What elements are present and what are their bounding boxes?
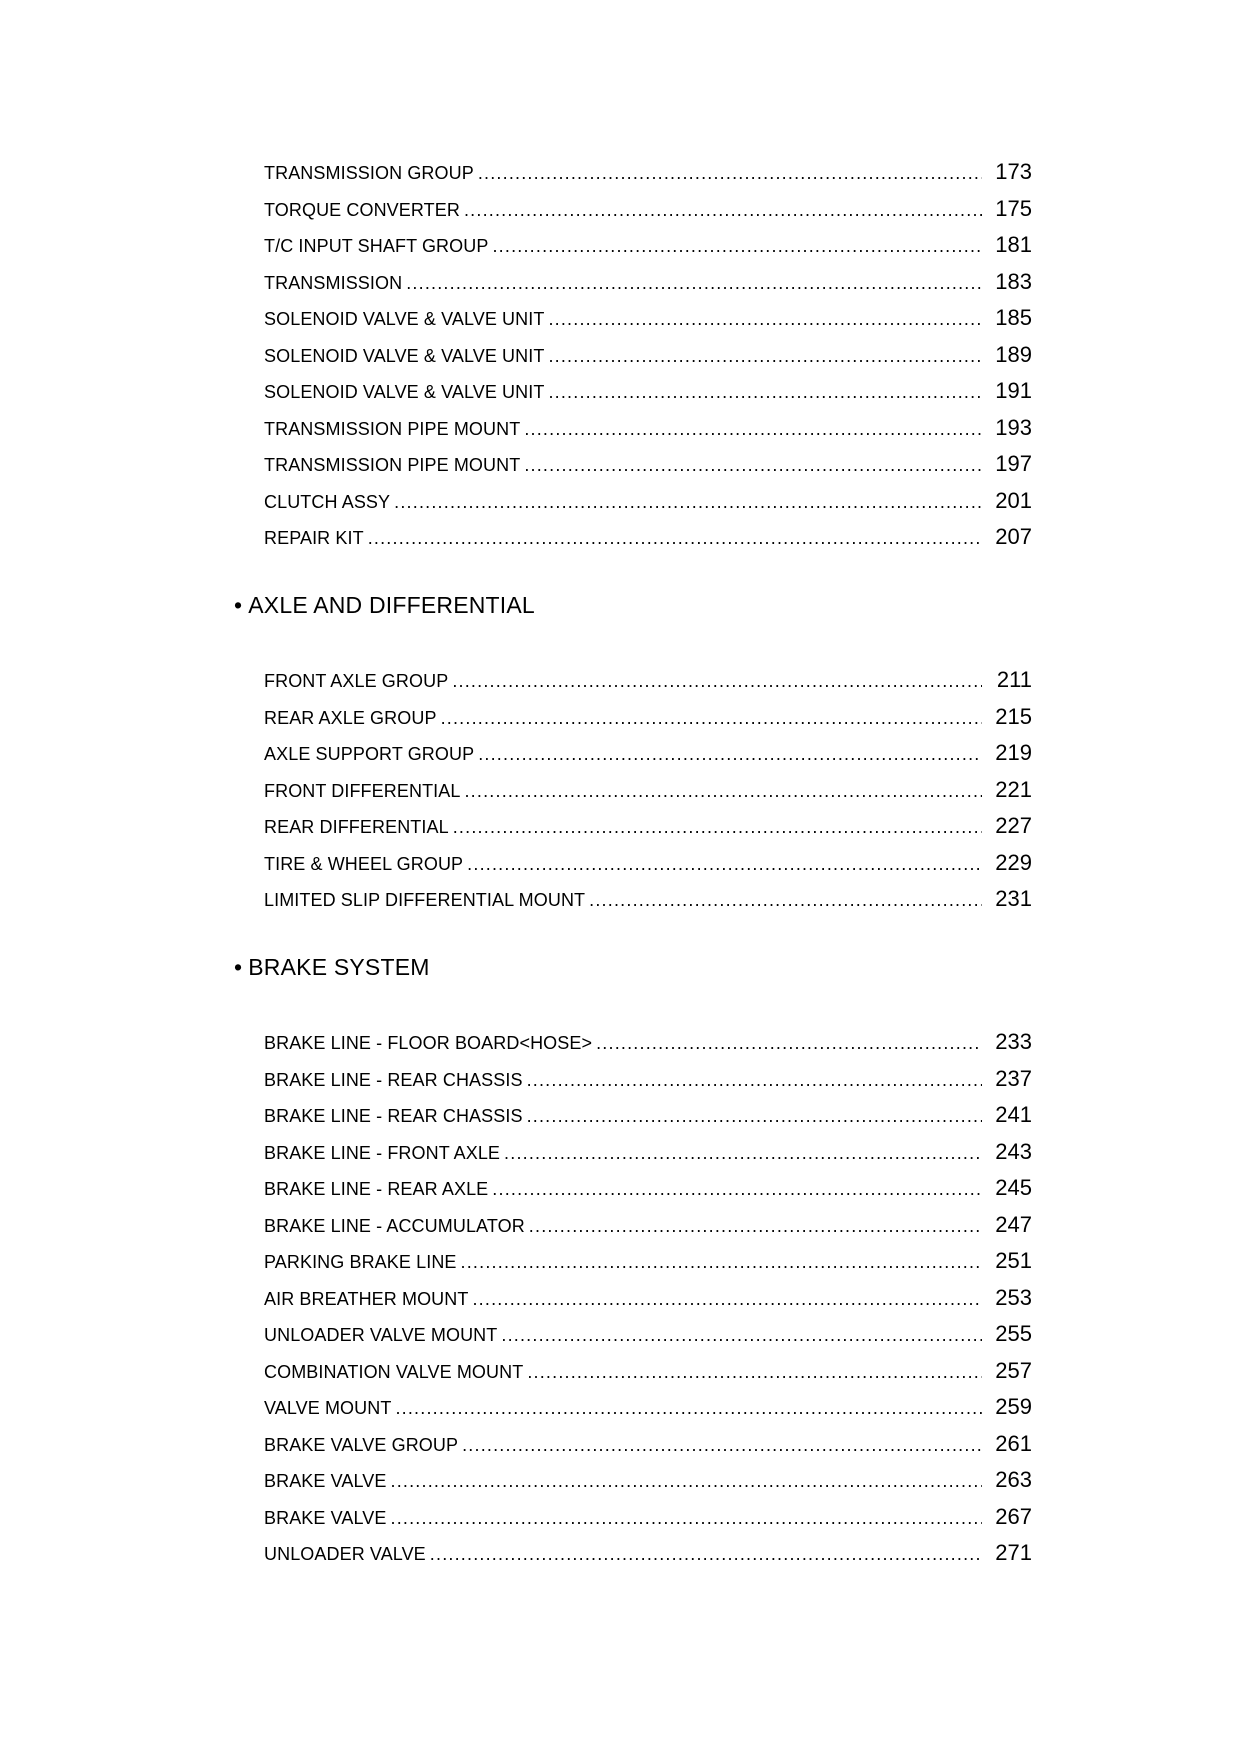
toc-entry[interactable] <box>264 519 1032 556</box>
entry-page: 185 <box>995 305 1032 330</box>
toc-entry[interactable] <box>264 1280 1032 1317</box>
entry-title: COMBINATION VALVE MOUNT <box>264 1361 524 1382</box>
entry-page: 189 <box>995 341 1032 367</box>
dot-leader <box>464 192 982 229</box>
entry-title: FRONT DIFFERENTIAL <box>264 780 461 801</box>
toc-entry[interactable] <box>264 446 1032 483</box>
toc-entry[interactable] <box>264 264 1032 301</box>
section-heading-axle <box>234 592 535 619</box>
dot-leader <box>464 773 982 810</box>
entry-title: AIR BREATHER MOUNT <box>264 1288 469 1309</box>
dot-leader <box>395 1390 982 1427</box>
dot-leader <box>527 1354 982 1391</box>
entry-page: 243 <box>995 1138 1032 1164</box>
dot-leader <box>462 1427 982 1464</box>
entry-title: SOLENOID VALVE & VALVE UNIT <box>264 309 545 329</box>
entry-title: TRANSMISSION <box>264 272 403 293</box>
entry-title: BRAKE VALVE <box>264 1507 387 1528</box>
entry-page: 201 <box>995 487 1032 513</box>
dot-leader <box>452 663 982 700</box>
dot-leader <box>368 520 982 557</box>
toc-entry[interactable] <box>264 337 1032 374</box>
entry-page: 241 <box>995 1102 1032 1127</box>
section-heading-brake <box>234 954 430 981</box>
entry-title: AXLE SUPPORT GROUP <box>264 744 475 764</box>
entry-page: 181 <box>995 232 1032 257</box>
entry-page: 193 <box>995 414 1032 440</box>
toc-entry[interactable] <box>264 1061 1032 1098</box>
entry-title: TORQUE CONVERTER <box>264 199 460 220</box>
entry-page: 271 <box>995 1540 1032 1565</box>
entry-title: TRANSMISSION GROUP <box>264 163 474 183</box>
section-heading-text: BRAKE SYSTEM <box>248 954 430 980</box>
toc-entry[interactable] <box>264 154 1032 191</box>
dot-leader <box>478 736 982 773</box>
entry-page: 211 <box>996 667 1032 692</box>
entry-title: UNLOADER VALVE MOUNT <box>264 1325 498 1345</box>
dot-leader <box>589 882 982 919</box>
toc-entry[interactable] <box>264 300 1032 337</box>
entry-title: TRANSMISSION PIPE MOUNT <box>264 418 521 439</box>
toc-entry[interactable] <box>264 373 1032 410</box>
toc-entry[interactable] <box>264 772 1032 809</box>
toc-entry[interactable] <box>264 1353 1032 1390</box>
toc-entry[interactable] <box>264 1097 1032 1134</box>
entry-page: 233 <box>995 1029 1032 1054</box>
entry-title: REAR AXLE GROUP <box>264 707 437 728</box>
entry-page: 261 <box>995 1430 1032 1456</box>
entry-page: 175 <box>995 195 1032 221</box>
entry-title: T/C INPUT SHAFT GROUP <box>264 236 489 256</box>
toc-entry[interactable] <box>264 483 1032 520</box>
toc-entry[interactable] <box>264 1207 1032 1244</box>
dot-leader <box>501 1317 982 1354</box>
dot-leader <box>492 228 982 265</box>
toc-entry[interactable] <box>264 735 1032 772</box>
toc-entry[interactable] <box>264 1170 1032 1207</box>
dot-leader <box>529 1208 982 1245</box>
bullet-icon: • <box>234 592 243 618</box>
toc-entry[interactable] <box>264 1316 1032 1353</box>
entry-title: BRAKE LINE - ACCUMULATOR <box>264 1215 525 1236</box>
entry-page: 197 <box>995 451 1032 476</box>
dot-leader <box>478 155 982 192</box>
dot-leader <box>472 1281 982 1318</box>
entry-title: LIMITED SLIP DIFFERENTIAL MOUNT <box>264 890 586 910</box>
entry-page: 183 <box>995 268 1032 294</box>
dot-leader <box>524 447 982 484</box>
entry-page: 191 <box>995 378 1032 403</box>
dot-leader <box>391 1500 983 1537</box>
dot-leader <box>492 1171 982 1208</box>
dot-leader <box>527 1098 982 1135</box>
entry-title: CLUTCH ASSY <box>264 491 391 512</box>
entry-page: 207 <box>995 524 1032 549</box>
entry-page: 173 <box>995 159 1032 184</box>
entry-page: 263 <box>995 1467 1032 1492</box>
dot-leader <box>461 1244 982 1281</box>
entry-page: 237 <box>995 1065 1032 1091</box>
toc-group-axle <box>264 662 1032 918</box>
entry-title: TRANSMISSION PIPE MOUNT <box>264 455 521 475</box>
toc-entry[interactable] <box>264 1389 1032 1426</box>
entry-title: UNLOADER VALVE <box>264 1544 426 1564</box>
entry-page: 229 <box>995 849 1032 875</box>
dot-leader <box>548 374 982 411</box>
entry-title: BRAKE LINE - REAR CHASSIS <box>264 1069 523 1090</box>
toc-entry[interactable] <box>264 881 1032 918</box>
entry-page: 247 <box>995 1211 1032 1237</box>
toc-entry[interactable] <box>264 410 1032 447</box>
entry-title: TIRE & WHEEL GROUP <box>264 853 464 874</box>
dot-leader <box>524 411 982 448</box>
toc-entry[interactable] <box>264 1499 1032 1536</box>
dot-leader <box>394 484 982 521</box>
entry-page: 259 <box>995 1394 1032 1419</box>
toc-entry[interactable] <box>264 1243 1032 1280</box>
entry-page: 253 <box>995 1284 1032 1310</box>
entry-title: BRAKE VALVE GROUP <box>264 1434 459 1455</box>
entry-page: 227 <box>995 813 1032 838</box>
toc-entry[interactable] <box>264 227 1032 264</box>
section-heading-text: AXLE AND DIFFERENTIAL <box>248 592 535 618</box>
entry-title: SOLENOID VALVE & VALVE UNIT <box>264 345 545 366</box>
toc-entry[interactable] <box>264 1426 1032 1463</box>
toc-entry[interactable] <box>264 808 1032 845</box>
entry-page: 231 <box>995 886 1032 911</box>
entry-title: PARKING BRAKE LINE <box>264 1252 457 1272</box>
entry-title: SOLENOID VALVE & VALVE UNIT <box>264 382 545 402</box>
toc-group-transmission <box>264 154 1032 556</box>
entry-title: FRONT AXLE GROUP <box>264 671 449 691</box>
dot-leader <box>548 301 982 338</box>
entry-page: 251 <box>995 1248 1032 1273</box>
toc-entry[interactable] <box>264 1024 1032 1061</box>
dot-leader <box>467 846 982 883</box>
toc-entry[interactable] <box>264 1462 1032 1499</box>
toc-entry[interactable] <box>264 845 1032 882</box>
dot-leader <box>596 1025 982 1062</box>
toc-entry[interactable] <box>264 191 1032 228</box>
entry-title: BRAKE LINE - FLOOR BOARD<HOSE> <box>264 1033 593 1053</box>
entry-page: 245 <box>995 1175 1032 1200</box>
entry-page: 215 <box>995 703 1032 729</box>
entry-page: 255 <box>995 1321 1032 1346</box>
dot-leader <box>391 1463 983 1500</box>
dot-leader <box>441 700 982 737</box>
toc-entry[interactable] <box>264 1535 1032 1572</box>
bullet-icon: • <box>234 954 243 980</box>
toc-entry[interactable] <box>264 1134 1032 1171</box>
dot-leader <box>504 1135 982 1172</box>
dot-leader <box>548 338 982 375</box>
entry-title: BRAKE VALVE <box>264 1471 387 1491</box>
toc-entry[interactable] <box>264 662 1032 699</box>
entry-page: 219 <box>995 740 1032 765</box>
entry-page: 221 <box>995 776 1032 802</box>
entry-title: BRAKE LINE - REAR AXLE <box>264 1179 489 1199</box>
dot-leader <box>430 1536 982 1573</box>
toc-entry[interactable] <box>264 699 1032 736</box>
entry-title: BRAKE LINE - FRONT AXLE <box>264 1142 501 1163</box>
dot-leader <box>406 265 982 302</box>
entry-title: VALVE MOUNT <box>264 1398 392 1418</box>
entry-page: 267 <box>995 1503 1032 1529</box>
entry-title: REPAIR KIT <box>264 528 364 548</box>
dot-leader <box>527 1062 982 1099</box>
dot-leader <box>453 809 982 846</box>
entry-title: REAR DIFFERENTIAL <box>264 817 449 837</box>
toc-group-brake <box>264 1024 1032 1572</box>
entry-title: BRAKE LINE - REAR CHASSIS <box>264 1106 523 1126</box>
entry-page: 257 <box>995 1357 1032 1383</box>
